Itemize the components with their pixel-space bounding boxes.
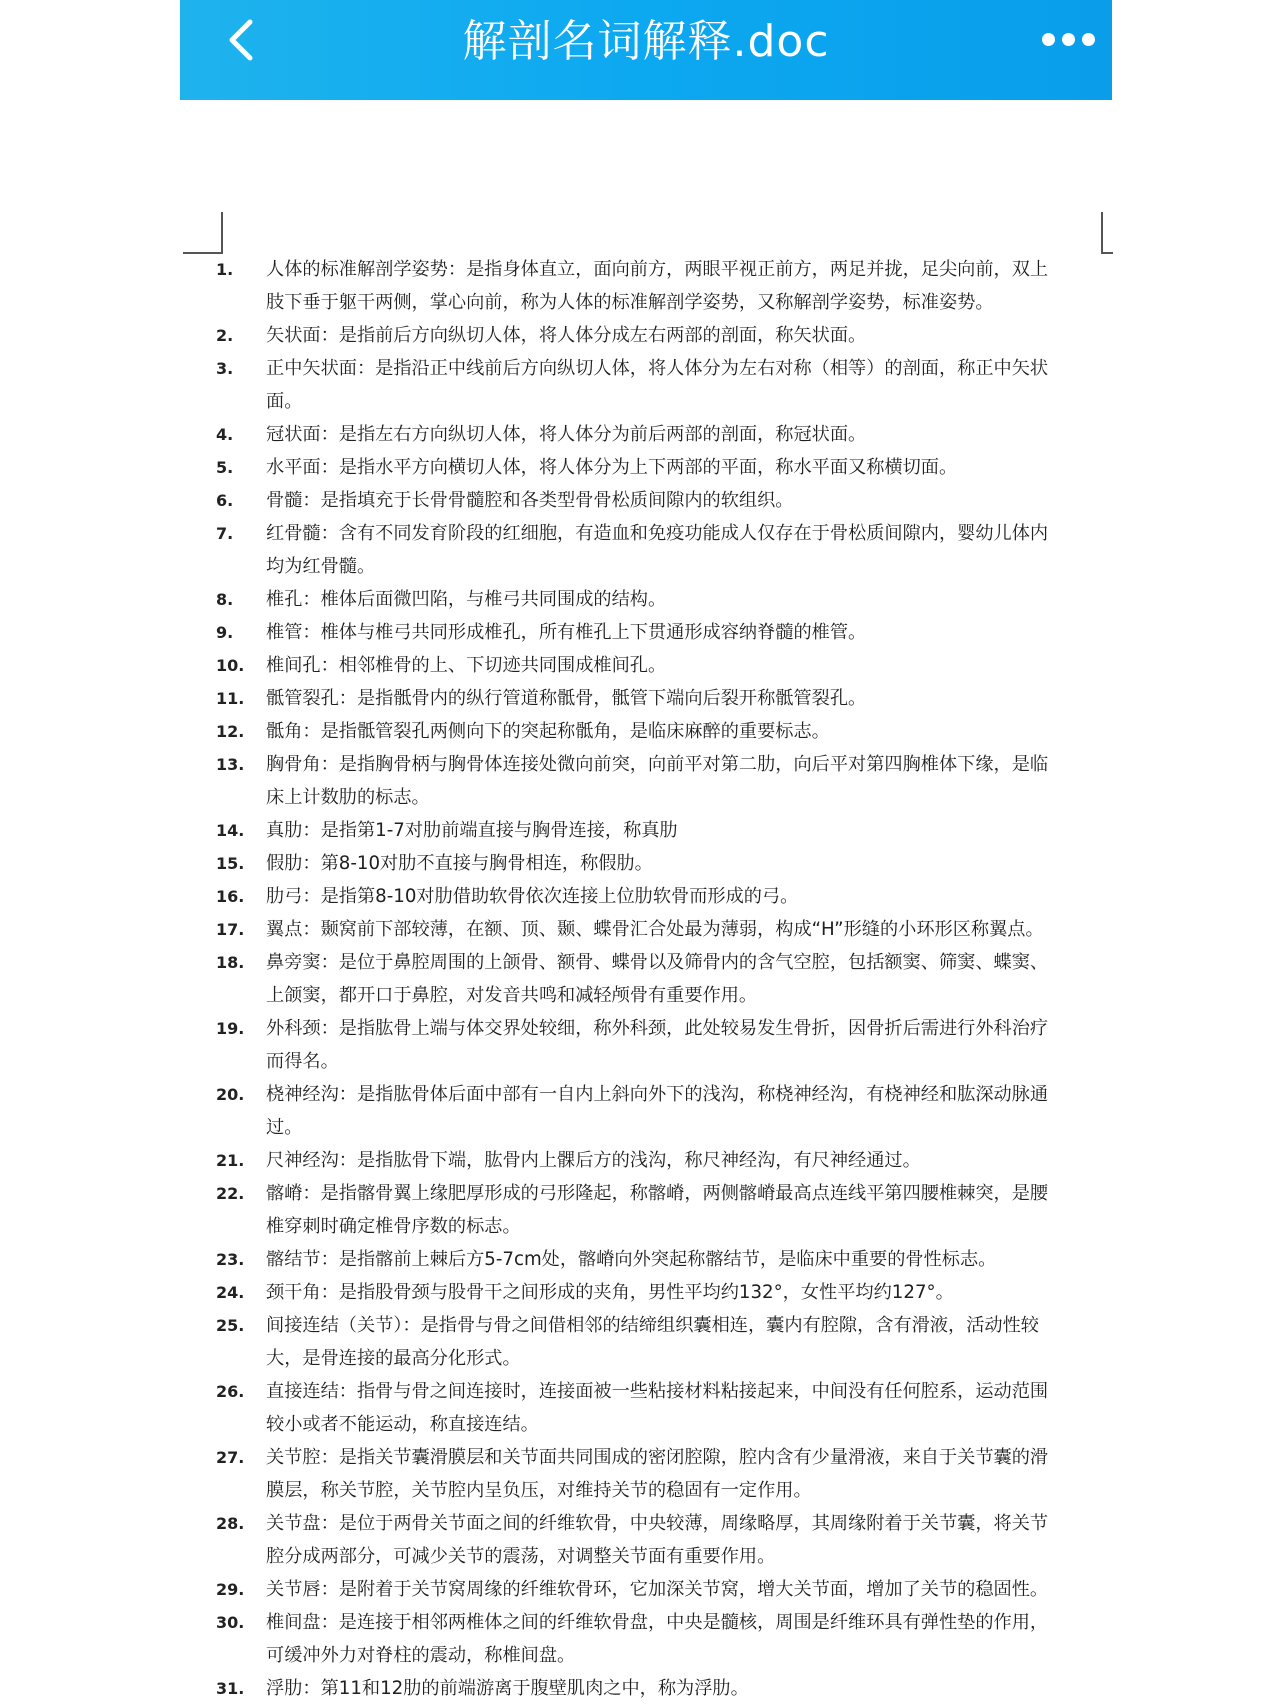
item-number: 9. [216, 623, 234, 642]
item-number: 19. [216, 1019, 245, 1038]
item-number: 30. [216, 1613, 245, 1632]
list-item [216, 253, 1086, 319]
item-number: 4. [216, 425, 234, 444]
term-list [216, 253, 1086, 1705]
list-item [216, 946, 1086, 1012]
item-number: 22. [216, 1184, 245, 1203]
more-dots-icon [1042, 33, 1055, 46]
list-item [216, 352, 1086, 418]
item-number: 8. [216, 590, 234, 609]
list-item [216, 319, 1086, 352]
item-text-line: 面。 [266, 391, 303, 412]
item-number: 12. [216, 722, 245, 741]
item-text-line: 直接连结：指骨与骨之间连接时，连接面被一些粘接材料粘接起来，中间没有任何腔系，运动范围 [266, 1381, 1049, 1402]
item-text-line: 关节唇：是附着于关节窝周缘的纤维软骨环，它加深关节窝，增大关节面，增加了关节的稳固性。 [266, 1579, 1049, 1600]
item-number: 26. [216, 1382, 245, 1401]
item-text-line: 髂结节：是指髂前上棘后方5-7cm处，髂嵴向外突起称髂结节，是临床中重要的骨性标志。 [266, 1249, 997, 1270]
item-text-line: 较小或者不能运动，称直接连结。 [266, 1414, 539, 1435]
item-number: 14. [216, 821, 245, 840]
more-dot [1082, 33, 1095, 46]
list-item [216, 1078, 1086, 1144]
item-text-line: 上颌窦，都开口于鼻腔，对发音共鸣和减轻颅骨有重要作用。 [266, 985, 758, 1006]
item-text-line: 骶管裂孔：是指骶骨内的纵行管道称骶骨，骶管下端向后裂开称骶管裂孔。 [266, 688, 867, 709]
list-item [216, 814, 1086, 847]
item-text-line: 鼻旁窦：是位于鼻腔周围的上颌骨、额骨、蝶骨以及筛骨内的含气空腔，包括额窦、筛窦、蝶窦、 [266, 952, 1049, 973]
item-text-line: 尺神经沟：是指肱骨下端，肱骨内上髁后方的浅沟，称尺神经沟，有尺神经通过。 [266, 1150, 921, 1171]
item-text-line: 大，是骨连接的最高分化形式。 [266, 1348, 521, 1369]
item-number: 21. [216, 1151, 245, 1170]
item-text-line: 水平面：是指水平方向横切人体，将人体分为上下两部的平面，称水平面又称横切面。 [266, 457, 958, 478]
item-text-line: 人体的标准解剖学姿势：是指身体直立，面向前方，两眼平视正前方，两足并拢，足尖向前，双上 [266, 259, 1049, 280]
item-text-line: 椎间盘：是连接于相邻两椎体之间的纤维软骨盘，中央是髓核，周围是纤维环具有弹性垫的作用， [266, 1612, 1049, 1633]
item-text-line: 床上计数肋的标志。 [266, 787, 430, 808]
item-text-line: 椎管：椎体与椎弓共同形成椎孔，所有椎孔上下贯通形成容纳脊髓的椎管。 [266, 622, 867, 643]
item-number: 25. [216, 1316, 245, 1335]
item-text-line: 关节腔：是指关节囊滑膜层和关节面共同围成的密闭腔隙，腔内含有少量滑液，来自于关节囊的滑 [266, 1447, 1049, 1468]
item-text-line: 真肋：是指第1-7对肋前端直接与胸骨连接，称真肋 [266, 820, 678, 841]
list-item [216, 1375, 1086, 1441]
item-text-line: 而得名。 [266, 1051, 339, 1072]
item-text-line: 假肋：第8-10对肋不直接与胸骨相连，称假肋。 [266, 853, 653, 874]
item-number: 29. [216, 1580, 245, 1599]
item-text-line: 翼点：颞窝前下部较薄，在额、顶、颞、蝶骨汇合处最为薄弱，构成“H”形缝的小环形区称翼点。 [266, 919, 1044, 940]
page-corner-mark-left [183, 212, 223, 254]
list-item [216, 484, 1086, 517]
list-item [216, 1177, 1086, 1243]
list-item [216, 1606, 1086, 1672]
item-number: 23. [216, 1250, 245, 1269]
item-text-line: 颈干角：是指股骨颈与股骨干之间形成的夹角，男性平均约132°，女性平均约127°。 [266, 1282, 954, 1303]
item-text-line: 浮肋：第11和12肋的前端游离于腹壁肌肉之中，称为浮肋。 [266, 1678, 749, 1699]
item-number: 5. [216, 458, 234, 477]
list-item [216, 451, 1086, 484]
item-text-line: 胸骨角：是指胸骨柄与胸骨体连接处微向前突，向前平对第二肋，向后平对第四胸椎体下缘，是临 [266, 754, 1049, 775]
item-number: 11. [216, 689, 245, 708]
list-item [216, 1573, 1086, 1606]
list-item [216, 748, 1086, 814]
list-item [216, 517, 1086, 583]
item-text-line: 间接连结（关节）：是指骨与骨之间借相邻的结缔组织囊相连，囊内有腔隙，含有滑液，活动性较 [266, 1315, 1039, 1336]
document-title: 解剖名词解释.doc [462, 16, 830, 67]
list-item [216, 1309, 1086, 1375]
item-number: 13. [216, 755, 245, 774]
item-text-line: 肋弓：是指第8-10对肋借助软骨依次连接上位肋软骨而形成的弓。 [266, 886, 799, 907]
item-text-line: 过。 [266, 1117, 303, 1138]
list-item [216, 1144, 1086, 1177]
item-number: 31. [216, 1679, 245, 1698]
item-text-line: 髂嵴：是指髂骨翼上缘肥厚形成的弓形隆起，称髂嵴，两侧髂嵴最高点连线平第四腰椎棘突，是腰 [266, 1183, 1049, 1204]
page-corner-mark-right [1101, 212, 1113, 254]
item-text-line: 椎孔：椎体后面微凹陷，与椎弓共同围成的结构。 [266, 589, 667, 610]
list-item [216, 682, 1086, 715]
list-item [216, 1243, 1086, 1276]
list-item [216, 913, 1086, 946]
list-item [216, 418, 1086, 451]
item-text-line: 骶角：是指骶管裂孔两侧向下的突起称骶角，是临床麻醉的重要标志。 [266, 721, 830, 742]
item-number: 28. [216, 1514, 245, 1533]
item-number: 15. [216, 854, 245, 873]
list-item [216, 880, 1086, 913]
more-dot [1062, 33, 1075, 46]
item-number: 10. [216, 656, 245, 675]
item-number: 2. [216, 326, 234, 345]
item-text-line: 外科颈：是指肱骨上端与体交界处较细，称外科颈，此处较易发生骨折，因骨折后需进行外科治疗 [266, 1018, 1049, 1039]
item-text-line: 矢状面：是指前后方向纵切人体，将人体分成左右两部的剖面，称矢状面。 [266, 325, 867, 346]
list-item [216, 1507, 1086, 1573]
list-item [216, 1441, 1086, 1507]
item-text-line: 膜层，称关节腔，关节腔内呈负压，对维持关节的稳固有一定作用。 [266, 1480, 812, 1501]
list-item [216, 616, 1086, 649]
item-text-line: 可缓冲外力对脊柱的震动，称椎间盘。 [266, 1645, 576, 1666]
item-number: 16. [216, 887, 245, 906]
item-text-line: 肢下垂于躯干两侧，掌心向前，称为人体的标准解剖学姿势，又称解剖学姿势，标准姿势。 [266, 292, 994, 313]
item-number: 1. [216, 260, 234, 279]
item-number: 20. [216, 1085, 245, 1104]
list-item [216, 847, 1086, 880]
item-text-line: 桡神经沟：是指肱骨体后面中部有一自内上斜向外下的浅沟，称桡神经沟，有桡神经和肱深动脉通 [266, 1084, 1049, 1105]
item-text-line: 椎穿刺时确定椎骨序数的标志。 [266, 1216, 521, 1237]
item-number: 3. [216, 359, 234, 378]
item-text-line: 关节盘：是位于两骨关节面之间的纤维软骨，中央较薄，周缘略厚，其周缘附着于关节囊，将关节 [266, 1513, 1049, 1534]
item-text-line: 均为红骨髓。 [266, 556, 376, 577]
more-button[interactable] [1042, 30, 1112, 50]
list-item [216, 1672, 1086, 1705]
list-item [216, 649, 1086, 682]
item-number: 6. [216, 491, 234, 510]
item-text-line: 红骨髓：含有不同发育阶段的红细胞，有造血和免疫功能成人仅存在于骨松质间隙内，婴幼儿体内 [266, 523, 1049, 544]
list-item [216, 583, 1086, 616]
item-number: 7. [216, 524, 234, 543]
list-item [216, 1012, 1086, 1078]
app-header [180, 0, 1112, 100]
item-number: 24. [216, 1283, 245, 1302]
item-text-line: 骨髓：是指填充于长骨骨髓腔和各类型骨骨松质间隙内的软组织。 [266, 490, 794, 511]
item-text-line: 腔分成两部分，可减少关节的震荡，对调整关节面有重要作用。 [266, 1546, 776, 1567]
list-item [216, 715, 1086, 748]
item-number: 18. [216, 953, 245, 972]
item-text-line: 冠状面：是指左右方向纵切人体，将人体分为前后两部的剖面，称冠状面。 [266, 424, 867, 445]
item-text-line: 椎间孔：相邻椎骨的上、下切迹共同围成椎间孔。 [266, 655, 667, 676]
item-number: 17. [216, 920, 245, 939]
list-item [216, 1276, 1086, 1309]
item-text-line: 正中矢状面：是指沿正中线前后方向纵切人体，将人体分为左右对称（相等）的剖面，称正中矢状 [266, 358, 1049, 379]
item-number: 27. [216, 1448, 245, 1467]
